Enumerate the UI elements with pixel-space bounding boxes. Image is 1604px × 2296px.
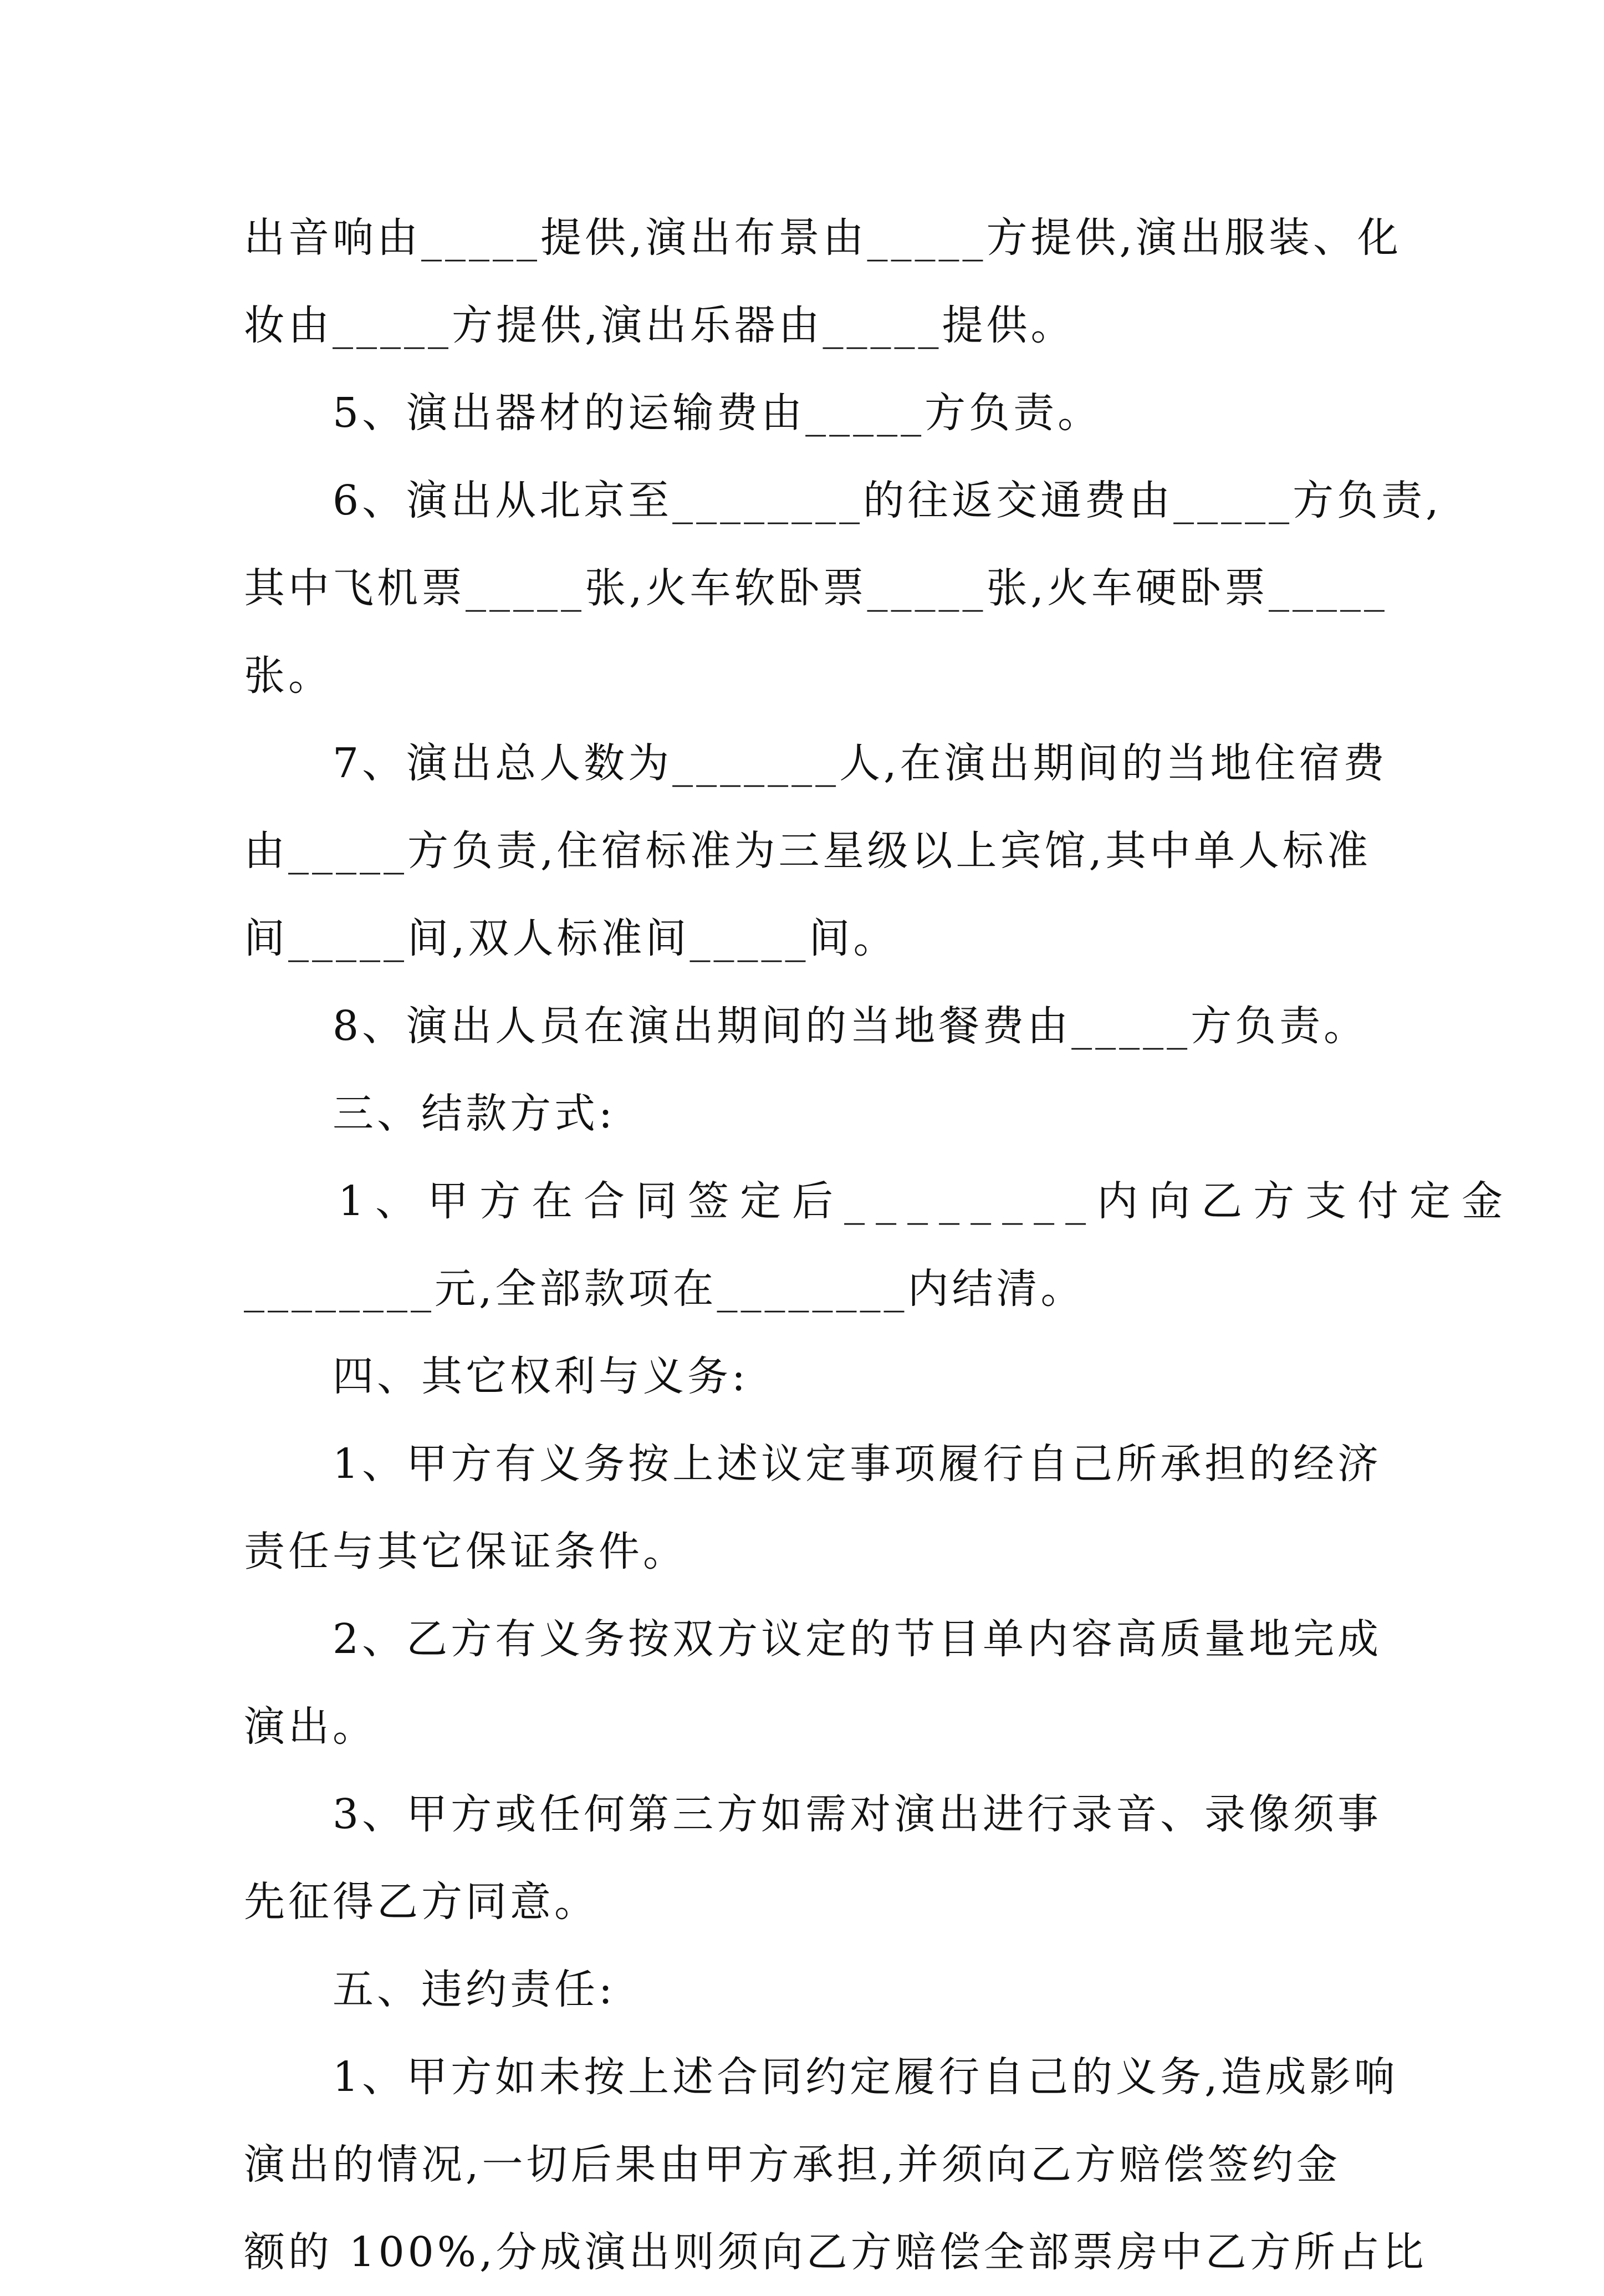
text-line: 先征得乙方同意。 [244, 1878, 599, 1926]
text-line: 1、甲方有义务按上述议定事项履行自己所承担的经济 [333, 1440, 1382, 1488]
text-line: 5、演出器材的运输费由_____方负责。 [333, 389, 1102, 437]
text-line: 张。 [244, 652, 333, 700]
section-heading: 四、其它权利与义务: [333, 1353, 749, 1400]
text-line: 1、甲方在合同签定后________内向乙方支付定金 [338, 1177, 1514, 1225]
text-line: 额的 100%,分成演出则须向乙方赔偿全部票房中乙方所占比 [244, 2228, 1427, 2276]
contract-text [244, 194, 1514, 2296]
text-line: 责任与其它保证条件。 [244, 1528, 687, 1575]
section-heading: 三、结款方式: [333, 1090, 616, 1137]
text-line: 其中飞机票_____张,火车软卧票_____张,火车硬卧票_____ [244, 564, 1388, 612]
text-line: ________元,全部款项在________内结清。 [244, 1265, 1085, 1313]
text-line: 由_____方负责,住宿标准为三星级以上宾馆,其中单人标准 [244, 827, 1372, 875]
text-line: 出音响由_____提供,演出布景由_____方提供,演出服装、化 [244, 214, 1402, 262]
text-line: 7、演出总人数为_______人,在演出期间的当地住宿费 [333, 739, 1388, 787]
text-line: 1、甲方如未按上述合同约定履行自己的义务,造成影响 [333, 2053, 1398, 2101]
text-line: 3、甲方或任何第三方如需对演出进行录音、录像须事 [333, 1790, 1382, 1838]
text-line: 妆由_____方提供,演出乐器由_____提供。 [244, 302, 1075, 349]
text-line: 6、演出从北京至________的往返交通费由_____方负责, [333, 477, 1442, 524]
text-line: 间_____间,双人标准间_____间。 [244, 915, 898, 962]
section-heading: 五、违约责任: [333, 1966, 616, 2013]
text-line: 演出。 [244, 1703, 377, 1751]
text-line: 演出的情况,一切后果由甲方承担,并须向乙方赔偿签约金 [244, 2141, 1341, 2188]
text-line: 2、乙方有义务按双方议定的节目单内容高质量地完成 [333, 1615, 1382, 1663]
text-line: 8、演出人员在演出期间的当地餐费由_____方负责。 [333, 1002, 1368, 1050]
